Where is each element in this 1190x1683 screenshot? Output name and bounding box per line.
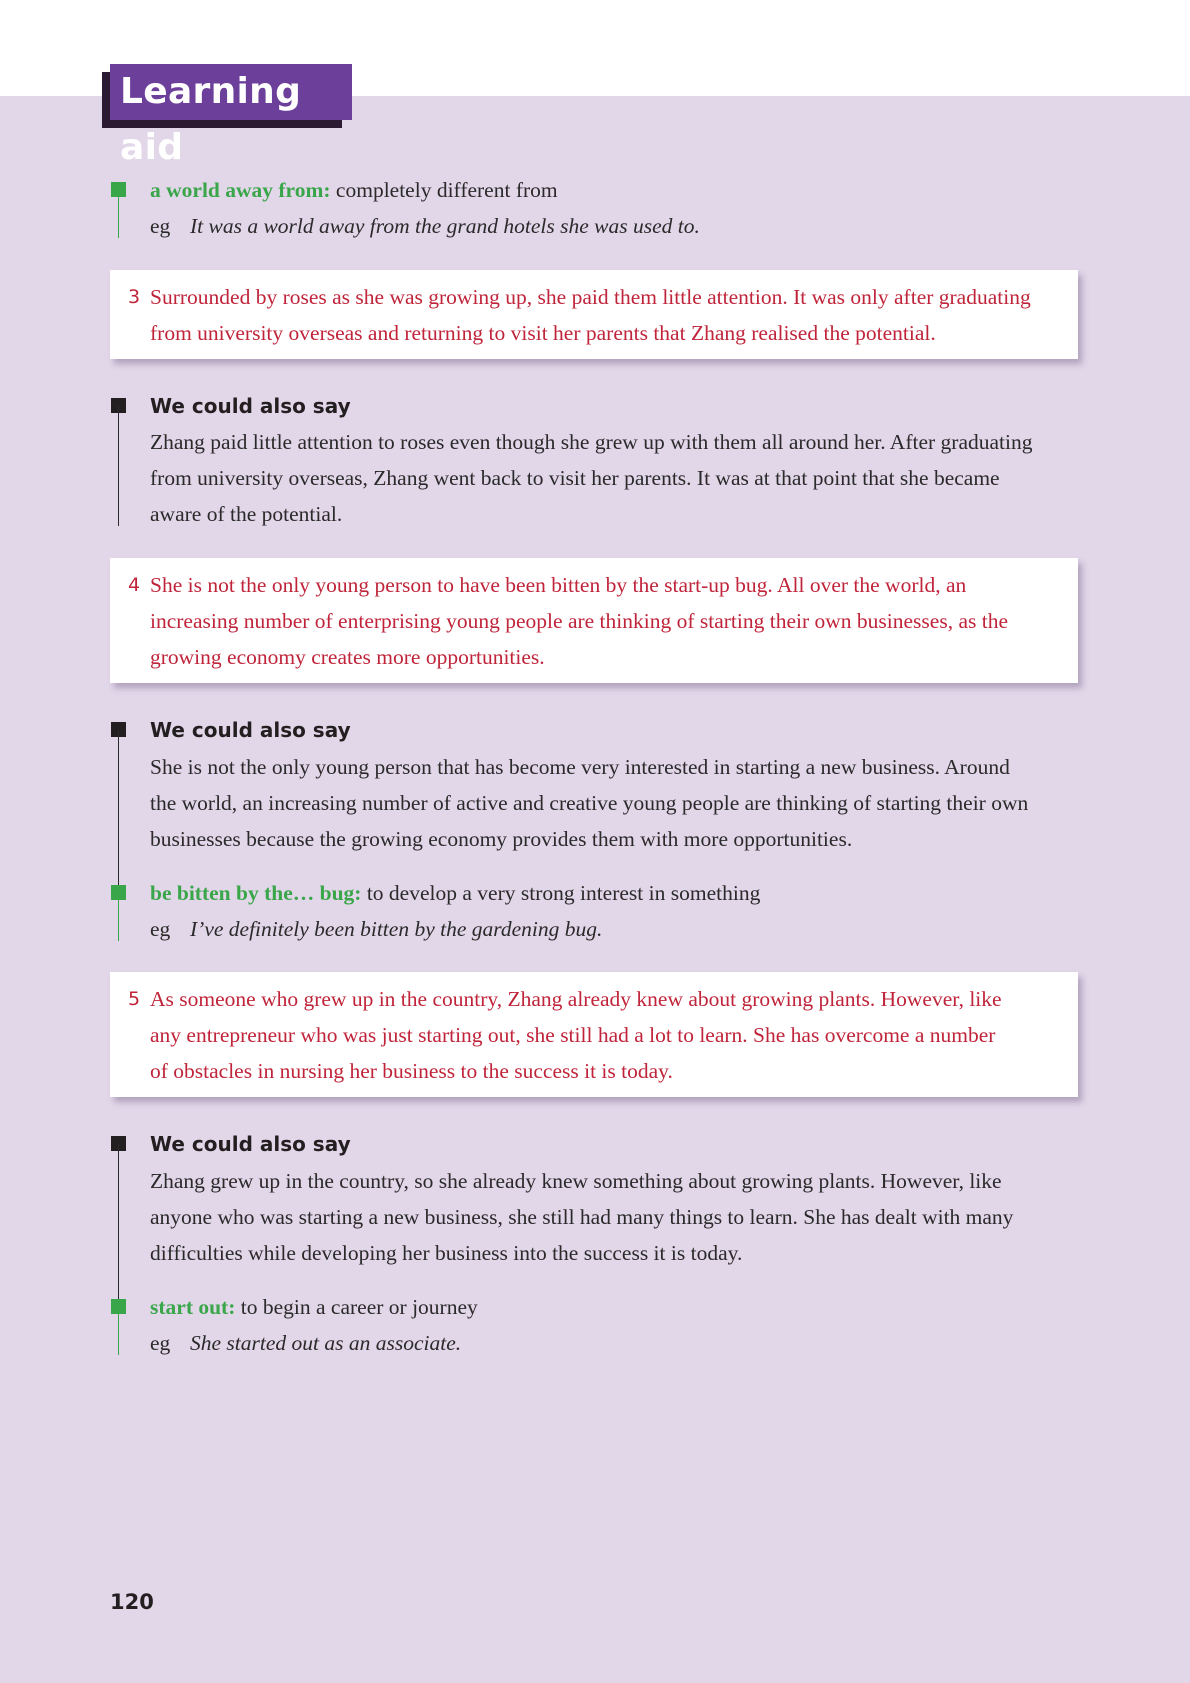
also-say-line: Zhang paid little attention to roses even though she grew up with them all around her. After graduating (150, 430, 1033, 454)
quote-number: 5 (128, 988, 141, 1010)
quote-line: increasing number of enterprising young people are thinking of starting their own businesses, as the (150, 609, 1009, 633)
page-number: 120 (110, 1590, 154, 1614)
also-say-line: from university overseas, Zhang went back to visit her parents. It was at that point that she became (150, 466, 1000, 490)
vocab-entry (150, 172, 558, 208)
quote-line: any entrepreneur who was just starting out, she still had a lot to learn. She has overcome a number (150, 1023, 996, 1047)
quote-line: growing economy creates more opportunities. (150, 645, 545, 669)
quote-line: Surrounded by roses as she was growing up, she paid them little attention. It was only after graduating (150, 285, 1031, 309)
learning-aid-banner: Learning aid (110, 64, 352, 120)
also-say-line: businesses because the growing economy provides them with more opportunities. (150, 827, 853, 851)
also-say-heading: We could also say (150, 718, 351, 742)
also-say-heading: We could also say (150, 1132, 351, 1156)
vocab-rule (118, 190, 119, 238)
quote-line: from university overseas and returning to visit her parents that Zhang realised the potential. (150, 321, 936, 345)
also-say-line: Zhang grew up in the country, so she already knew something about growing plants. However, like (150, 1169, 1002, 1193)
quote-number: 4 (128, 574, 141, 596)
vocab-example (150, 208, 700, 244)
vocab-entry (150, 1289, 478, 1325)
also-say-heading: We could also say (150, 394, 351, 418)
vocab-definition: to begin a career or journey (235, 1295, 478, 1319)
vocab-term: start out: (150, 1295, 236, 1319)
quote-number: 3 (128, 286, 141, 308)
vocab-rule (118, 893, 119, 941)
eg-label: eg (150, 214, 171, 238)
vocab-term: be bitten by the… bug: (150, 881, 362, 905)
section-rule (118, 730, 119, 890)
vocab-definition: to develop a very strong interest in something (361, 881, 761, 905)
vocab-example (150, 1325, 461, 1361)
eg-label: eg (150, 917, 171, 941)
section-rule (118, 1144, 119, 1304)
quote-line: of obstacles in nursing her business to the success it is today. (150, 1059, 673, 1083)
example-sentence: It was a world away from the grand hotels she was used to. (190, 214, 700, 238)
quote-line: She is not the only young person to have been bitten by the start-up bug. All over the world, an (150, 573, 967, 597)
vocab-rule (118, 1307, 119, 1355)
also-say-line: anyone who was starting a new business, she still had many things to learn. She has dealt with many (150, 1205, 1014, 1229)
eg-label: eg (150, 1331, 171, 1355)
section-rule (118, 406, 119, 526)
also-say-line: difficulties while developing her business into the success it is today. (150, 1241, 743, 1265)
vocab-term: a world away from: (150, 178, 331, 202)
also-say-line: She is not the only young person that has become very interested in starting a new business. Around (150, 755, 1010, 779)
example-sentence: I’ve definitely been bitten by the gardening bug. (190, 917, 603, 941)
vocab-entry (150, 875, 760, 911)
example-sentence: She started out as an associate. (190, 1331, 462, 1355)
vocab-definition: completely different from (330, 178, 558, 202)
also-say-line: the world, an increasing number of active and creative young people are thinking of starting their own (150, 791, 1029, 815)
quote-line: As someone who grew up in the country, Zhang already knew about growing plants. However, like (150, 987, 1002, 1011)
also-say-line: aware of the potential. (150, 502, 343, 526)
vocab-example (150, 911, 602, 947)
